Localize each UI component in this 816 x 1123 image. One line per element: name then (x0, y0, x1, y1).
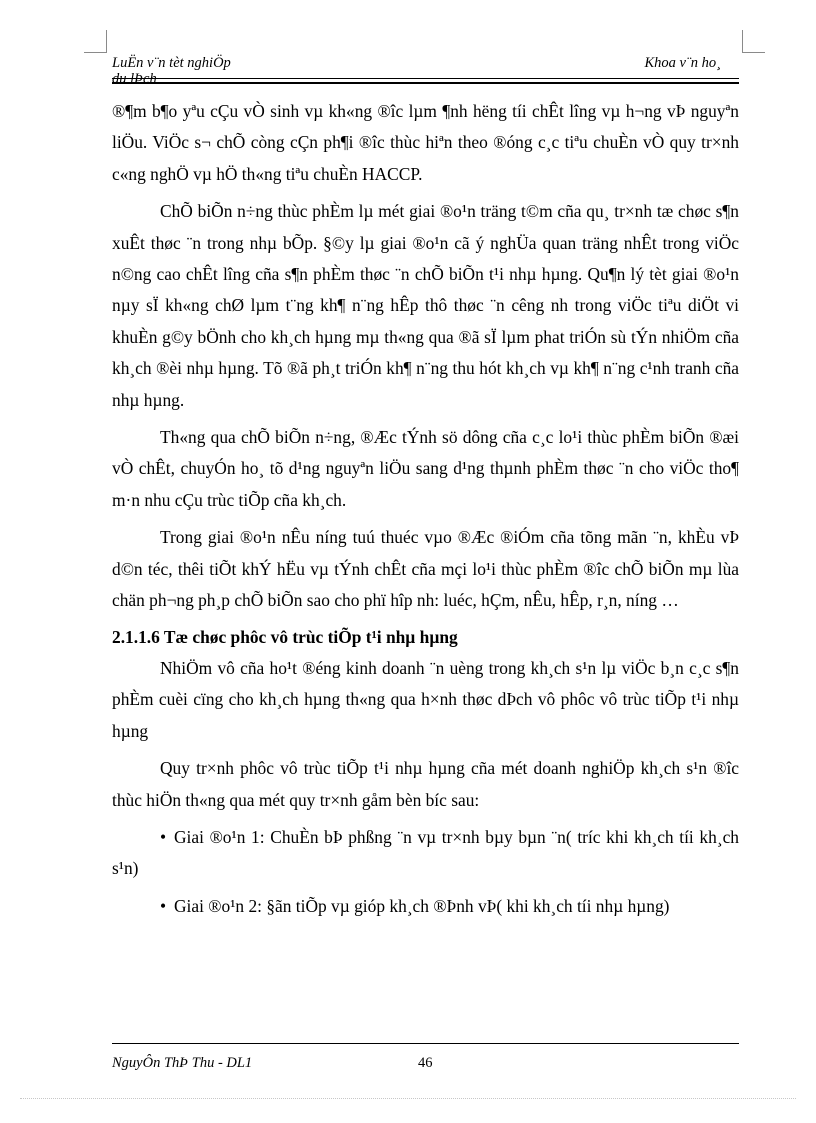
footer-author: NguyÔn ThÞ Thu - DL1 (112, 1055, 253, 1071)
page-number: 46 (418, 1055, 433, 1071)
paragraph-4: Trong giai ®o¹n nÊu níng tuú thuéc vµo ®Æc ®iÓm cña tõng mãn ¨n, khÈu vÞ d©n téc, thêi tiÕt khÝ hËu vµ tÝnh chÊt cña mçi lo¹i thùc phÈm ®îc chÕ biÕn mµ lùa chän ph¬ng ph¸p chÕ biÕn sao cho phï hîp nh: luéc, hÇm, nÊu, hÊp, r¸n, níng … (112, 527, 739, 611)
header-rule (112, 78, 739, 79)
bullet-icon: • (160, 895, 167, 916)
section-heading: 2.1.1.6 Tæ chøc phôc vô trùc tiÕp t¹i nhµ hµng (112, 626, 458, 647)
header-left-line1: LuËn v¨n tèt nghiÖp (112, 55, 231, 71)
bullet-item-2-text: Giai ®o¹n 2: §ãn tiÕp vµ gióp kh¸ch ®Þnh vÞ( khi kh¸ch tíi nhµ hµng) (174, 895, 670, 916)
bullet-item-1 (112, 822, 739, 885)
paragraph-6: Quy tr×nh phôc vô trùc tiÕp t¹i nhµ hµng cña mét doanh nghiÖp kh¸ch s¹n ®îc thùc hiÖn th«ng qua mét quy tr×nh gåm bèn bíc sau: (112, 758, 739, 810)
bullet-item-1-text: Giai ®o¹n 1: ChuÈn bÞ phßng ¨n vµ tr×nh bµy bµn ¨n( tríc khi kh¸ch tíi kh¸ch s¹n) (112, 826, 739, 879)
paragraph-2: ChÕ biÕn n÷ng thùc phÈm lµ mét giai ®o¹n träng t©m cña qu¸ tr×nh tæ chøc s¶n xuÊt thøc ¨n trong nhµ bÕp. §©y lµ giai ®o¹n cã ý nghÜa quan träng nhÊt trong viÖc n©ng cao chÊt lîng cña s¶n phÈm thøc ¨n chÕ biÕn t¹i nhµ hµng. Qu¶n lý tèt giai ®o¹n nµy sÏ kh«ng chØ lµm t¨ng kh¶ n¨ng hÊp thô thøc ¨n cêng nh trong viÖc tiªu diÖt vi khuÈn g©y bÖnh cho kh¸ch hµng mµ th«ng qua ®ã sÏ lµm phat triÓn sù tÝn nhiÖm cña kh¸ch ®èi nhµ hµng. Tõ ®ã ph¸t triÓn kh¶ n¨ng thu hót kh¸ch vµ kh¶ n¨ng c¹nh tranh cña nhµ hµng. (112, 201, 739, 410)
page-bottom-border (20, 1098, 796, 1099)
header-left-line2: du lÞch (112, 71, 157, 87)
page-body (112, 96, 739, 922)
bullet-item-2 (112, 891, 739, 922)
header-faculty: Khoa v¨n ho¸ (644, 55, 721, 71)
paragraph-5: NhiÖm vô cña ho¹t ®éng kinh doanh ¨n uèng trong kh¸ch s¹n lµ viÖc b¸n c¸c s¶n phÈm cuèi cïng cho kh¸ch hµng th«ng qua h×nh thøc dÞch vô phôc vô trùc tiÕp t¹i nhµ hµng (112, 657, 739, 741)
bullet-icon: • (160, 826, 167, 847)
header-rule-thick (112, 82, 739, 84)
crop-mark-top-right (742, 30, 765, 53)
footer-rule (112, 1043, 739, 1044)
paragraph-3: Th«ng qua chÕ biÕn n÷ng, ®Æc tÝnh sö dông cña c¸c lo¹i thùc phÈm biÕn ®æi vÒ chÊt, chuyÓn ho¸ tõ d¹ng nguyªn liÖu sang d¹ng thµnh phÈm thøc ¨n cho viÖc tho¶ m·n nhu cÇu trùc tiÕp cña kh¸ch. (112, 427, 739, 510)
crop-mark-top-left (84, 30, 107, 53)
paragraph-1: ®¶m b¶o yªu cÇu vÒ sinh vµ kh«ng ®îc lµm ¶nh hëng tíi chÊt lîng vµ h¬ng vÞ nguyªn liÖu. ViÖc s¬ chÕ còng cÇn ph¶i ®îc thùc hiªn theo ®óng c¸c tiªu chuÈn vÒ quy tr×nh c«ng nghÖ vµ hÖ th«ng tiªu chuÈn HACCP. (112, 101, 739, 184)
